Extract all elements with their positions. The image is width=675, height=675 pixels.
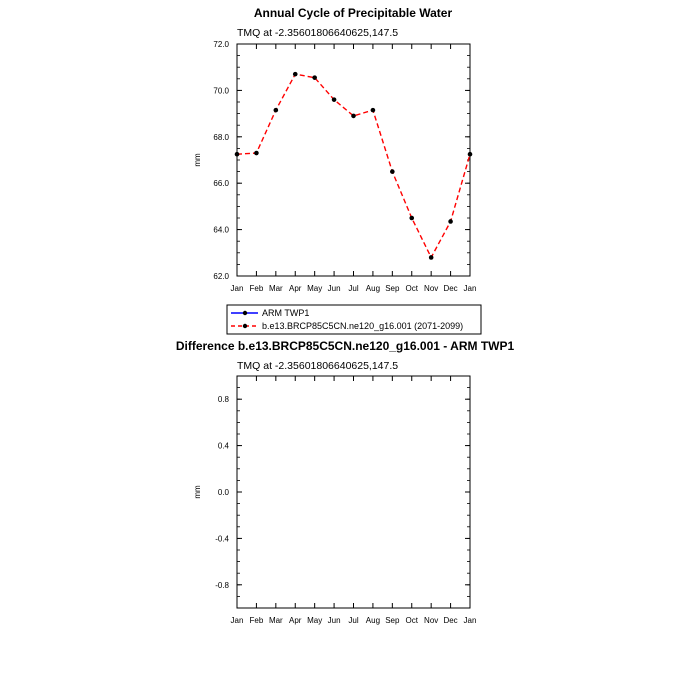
top-chart-series-point bbox=[448, 219, 453, 224]
bottom-chart-ylabel: mm bbox=[193, 485, 202, 499]
bottom-chart-xtick-label: Jan bbox=[230, 616, 244, 625]
top-chart-xtick-label: Oct bbox=[405, 284, 418, 293]
top-chart-series-point bbox=[390, 169, 395, 174]
top-chart-subtitle: TMQ at -2.35601806640625,147.5 bbox=[237, 27, 399, 39]
top-chart-series-point bbox=[235, 152, 240, 157]
top-chart-plot bbox=[213, 40, 476, 293]
bottom-chart-ytick-label: -0.8 bbox=[215, 580, 229, 590]
top-chart-frame bbox=[237, 44, 470, 276]
top-chart-series-point bbox=[468, 152, 473, 157]
top-chart-ytick-label: 72.0 bbox=[213, 40, 229, 49]
top-chart-ytick-label: 64.0 bbox=[213, 225, 229, 235]
bottom-chart-plot bbox=[215, 376, 476, 625]
top-chart-xtick-label: Nov bbox=[424, 284, 439, 293]
top-chart-ytick-label: 62.0 bbox=[213, 272, 229, 281]
top-chart-ytick-label: 70.0 bbox=[213, 86, 229, 96]
bottom-chart-xtick-label: Jan bbox=[463, 616, 477, 625]
top-chart-xtick-label: Jan bbox=[230, 284, 244, 293]
top-chart-xtick-label: Dec bbox=[443, 284, 458, 293]
top-chart-ytick-label: 66.0 bbox=[213, 179, 229, 189]
bottom-chart-ytick-label: 0.0 bbox=[217, 488, 229, 497]
top-chart-xtick-label: Aug bbox=[365, 284, 381, 293]
bottom-chart-xtick-label: Sep bbox=[385, 616, 400, 625]
top-chart-series-point bbox=[312, 75, 317, 80]
bottom-chart-xtick-label: Jun bbox=[327, 616, 341, 625]
bottom-chart-title: Difference b.e13.BRCP85C5CN.ne120_g16.001 - ARM TWP1 bbox=[175, 339, 515, 353]
bottom-chart-xtick-label: Oct bbox=[405, 616, 418, 625]
bottom-chart-ytick-label: 0.8 bbox=[217, 395, 229, 405]
top-chart-series-point bbox=[429, 255, 434, 260]
bottom-chart-xtick-label: Feb bbox=[249, 616, 264, 625]
top-chart-xtick-label: Mar bbox=[268, 284, 283, 293]
bottom-chart-ytick-label: 0.4 bbox=[217, 441, 229, 451]
bottom-chart-frame bbox=[237, 376, 470, 608]
legend bbox=[227, 305, 481, 334]
bottom-chart-xtick-label: Nov bbox=[424, 616, 439, 625]
top-chart-series-point bbox=[332, 97, 337, 102]
bottom-chart-xtick-label: Jul bbox=[348, 616, 359, 625]
top-chart-series-point bbox=[254, 151, 259, 156]
top-chart-series-point bbox=[351, 114, 356, 119]
top-chart-xtick-label: Apr bbox=[289, 284, 302, 293]
top-chart-xtick-label: Jul bbox=[348, 284, 359, 293]
top-chart-series-point bbox=[274, 108, 279, 113]
top-chart-series-point bbox=[409, 216, 414, 221]
bottom-chart-xtick-label: Dec bbox=[443, 616, 458, 625]
top-chart-xtick-label: May bbox=[307, 284, 323, 293]
top-chart-series-line-1 bbox=[237, 74, 470, 257]
legend-marker-arm-twp1 bbox=[243, 311, 247, 315]
top-chart-ylabel: mm bbox=[193, 153, 202, 167]
top-chart-series-point bbox=[293, 72, 298, 77]
bottom-chart-xtick-label: Aug bbox=[365, 616, 381, 625]
legend-marker-model bbox=[243, 324, 247, 328]
top-chart-xtick-label: Feb bbox=[249, 284, 264, 293]
top-chart-xtick-label: Sep bbox=[385, 284, 400, 293]
bottom-chart-subtitle: TMQ at -2.35601806640625,147.5 bbox=[237, 360, 399, 372]
top-chart-ytick-label: 68.0 bbox=[213, 132, 229, 142]
top-chart-series-point bbox=[371, 108, 376, 113]
bottom-chart-xtick-label: May bbox=[307, 616, 323, 625]
bottom-chart-ytick-label: -0.4 bbox=[215, 534, 229, 544]
legend-label-model: b.e13.BRCP85C5CN.ne120_g16.001 (2071-2099) bbox=[262, 321, 464, 331]
top-chart-xtick-label: Jan bbox=[463, 284, 477, 293]
legend-label-arm-twp1: ARM TWP1 bbox=[262, 308, 310, 318]
bottom-chart-xtick-label: Mar bbox=[268, 616, 283, 625]
bottom-chart-xtick-label: Apr bbox=[289, 616, 302, 625]
top-chart-title: Annual Cycle of Precipitable Water bbox=[253, 6, 453, 20]
top-chart-xtick-label: Jun bbox=[327, 284, 341, 293]
